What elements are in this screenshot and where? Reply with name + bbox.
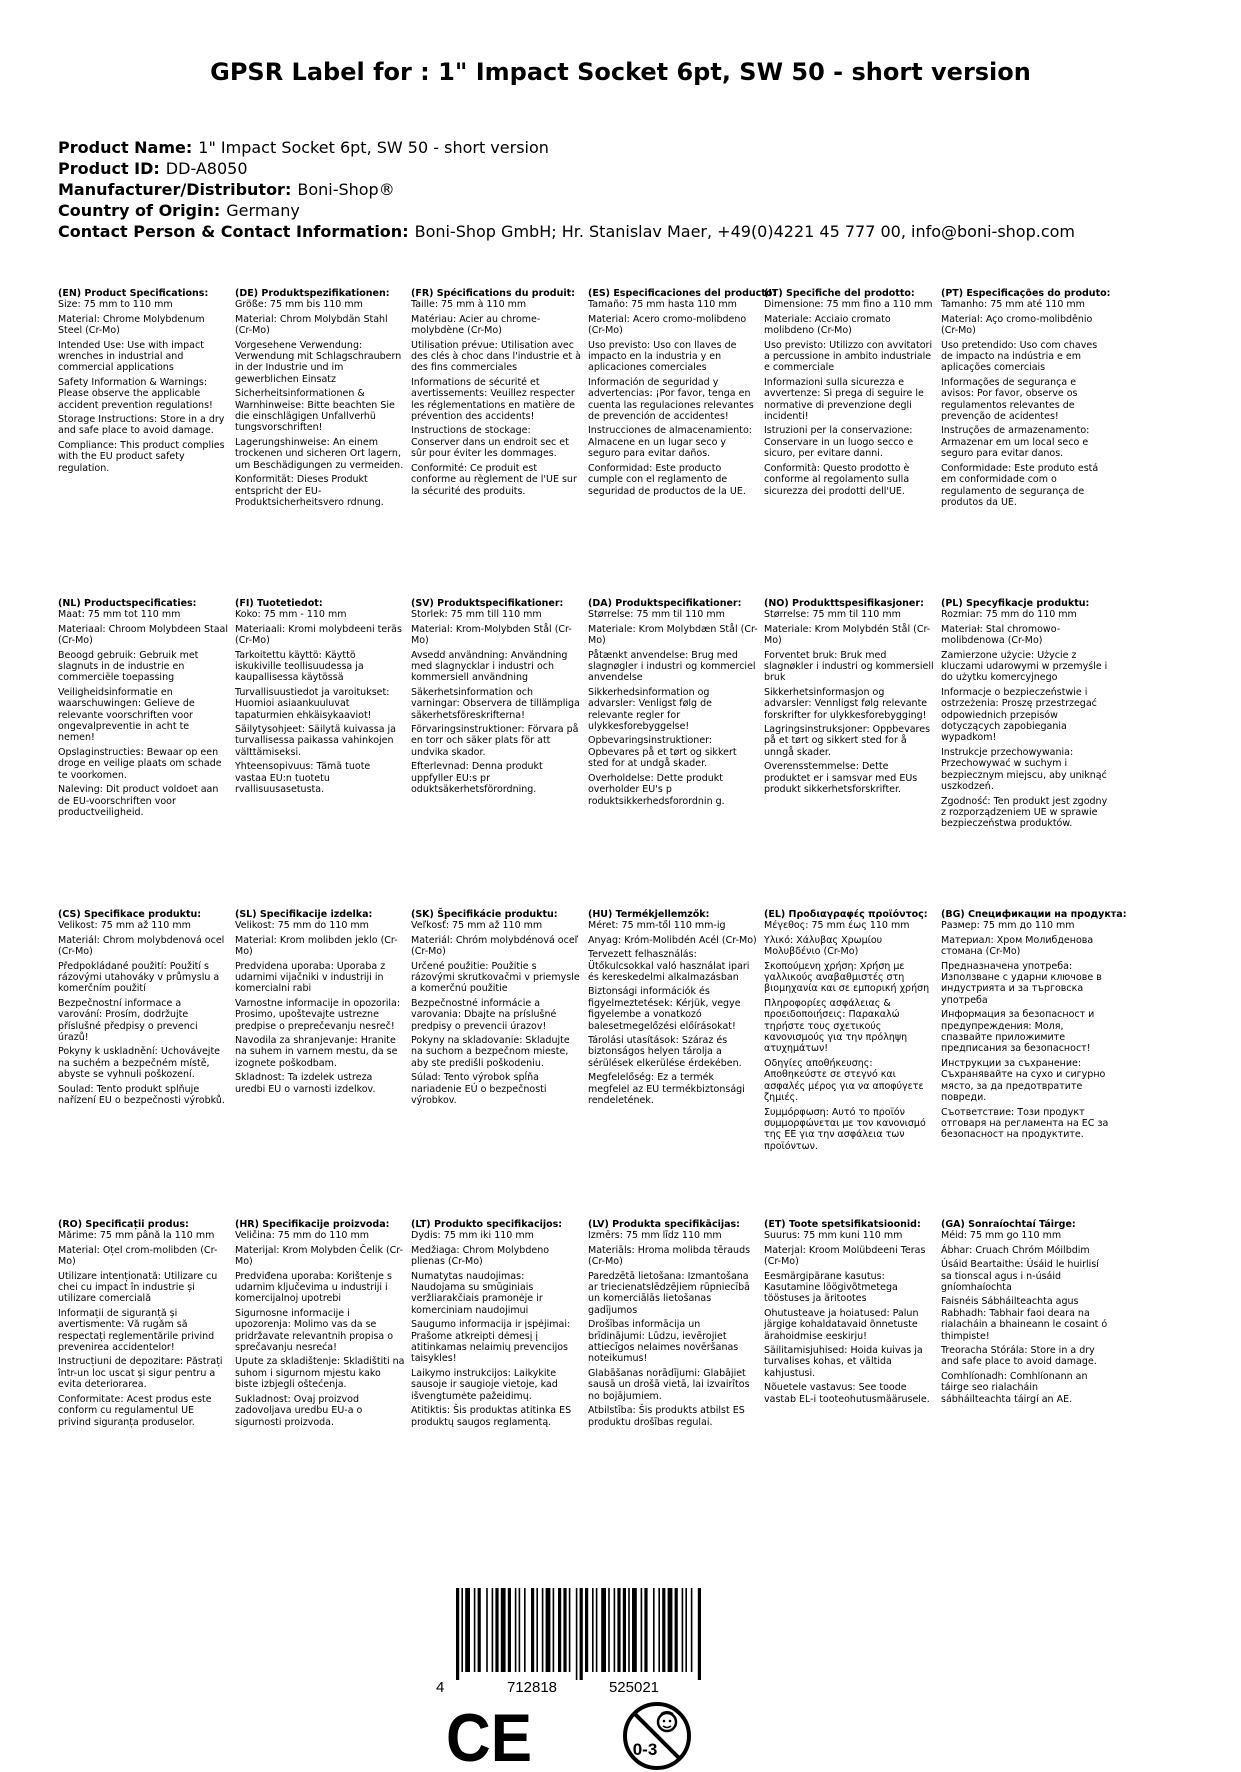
barcode-bar (486, 1588, 488, 1672)
manufacturer-row (58, 179, 1075, 200)
spec-item: Anyag: Króm-Molibdén Acél (Cr-Mo) (588, 934, 757, 946)
barcode-bar (546, 1588, 551, 1672)
spec-item: Izmērs: 75 mm līdz 110 mm (588, 1230, 722, 1242)
spec-item: Koko: 75 mm - 110 mm (235, 609, 347, 621)
spec-item: Zamierzone użycie: Użycie z kluczami udarowymi w przemyśle i do użytku komercyjnego (941, 649, 1108, 684)
barcode-bar (474, 1588, 476, 1672)
spec-item: Istruzioni per la conservazione: Conservare in un luogo secco e sicuro, per evitare danni. (764, 425, 914, 460)
spec-column (764, 1219, 934, 1408)
spec-item: Materiał: Stal chromowo-molibdenowa (Cr-Mo) (941, 623, 1061, 647)
spec-item: Matériau: Acier au chrome-molybdène (Cr-Mo) (411, 313, 541, 337)
barcode-digit-lead: 4 (436, 1679, 445, 1696)
spec-item: Sicherheitsinformationen & Warnhinweise: Bitte beachten Sie die einschlägigen Unfallverhü tungsvorschriften! (235, 388, 395, 434)
spec-column (58, 909, 228, 1110)
spec-item: Instruções de armazenamento: Armazenar em um local seco e seguro para evitar danos. (941, 425, 1090, 460)
spec-item: Размер: 75 mm до 110 mm (941, 920, 1075, 932)
spec-item: Opslaginstructies: Bewaar op een droge en veilige plaats om schade te voorkomen. (58, 746, 222, 781)
spec-item: Información de seguridad y advertencias: ¡Por favor, tenga en cuenta las regulaciones relevantes de prevención de accidentes! (588, 376, 754, 423)
spec-item: Størrelse: 75 mm til 110 mm (588, 609, 725, 621)
spec-item: Material: Chrom Molybdän Stahl (Cr-Mo) (235, 313, 388, 337)
spec-item: Eesmärgipärane kasutus: Kasutamine löögivõtmetega tööstuses ja äritootes (764, 1270, 898, 1305)
barcode-bar (576, 1588, 578, 1680)
spec-item: Lagerungshinweise: An einem trockenen und sicheren Ort lagern, um Beschädigungen zu vermeiden. (235, 436, 404, 471)
spec-item: Conformidad: Este producto cumple con el reglamento de seguridad de productos de la UE. (588, 462, 746, 497)
spec-item: Súlad: Tento výrobok spĺňa nariadenie EÚ o bezpečnosti výrobkov. (411, 1072, 547, 1107)
barcode-bar (492, 1588, 494, 1672)
barcode-bar (675, 1588, 678, 1672)
barcode-bar (601, 1588, 606, 1672)
spec-item: Maat: 75 mm tot 110 mm (58, 609, 181, 621)
spec-item: Upute za skladištenje: Skladištiti na suhom i sigurnom mjestu kako biste izbjegli oštećenja. (235, 1356, 405, 1391)
spec-item: Určené použitie: Použitie s rázovými skrutkovačmi v priemysle a komerčnú použitie (411, 960, 580, 995)
spec-heading: (NL) Productspecificaties: (58, 598, 197, 609)
spec-item: Bezpečnostné informácie a varovania: Dbajte na príslušné predpisy o prevencii úrazov! (411, 997, 557, 1032)
spec-heading: (FI) Tuotetiedot: (235, 598, 323, 609)
spec-item: Comhlíonadh: Comhlíonann an táirge seo rialacháin sábháilteachta táirgí an AE. (941, 1370, 1088, 1405)
spec-heading: (SL) Specifikacije izdelka: (235, 909, 373, 920)
spec-item: Pokyny na skladovanie: Skladujte na suchom a bezpečnom mieste, aby ste predišli poškodeniu. (411, 1035, 570, 1069)
spec-item: Glabāšanas norādījumi: Glabājiet sausā un drošā vietā, lai izvairītos no bojājumiem. (588, 1367, 750, 1402)
spec-heading: (EL) Προδιαγραφές προϊόντος: (764, 909, 928, 920)
spec-item: Veľkosť: 75 mm až 110 mm (411, 920, 543, 932)
spec-item: Zgodność: Ten produkt jest zgodny z rozporządzeniem UE w sprawie bezpieczeństwa produktów. (941, 795, 1108, 830)
spec-heading: (HU) Termékjellemzők: (588, 909, 710, 920)
spec-item: Materjal: Kroom Molübdeeni Teras (Cr-Mo) (764, 1244, 926, 1268)
spec-item: Yhteensopivuus: Tämä tuote vastaa EU:n tuotetu rvallisuusasetusta. (235, 761, 371, 796)
barcode-bars (456, 1588, 701, 1680)
spec-item: Suurus: 75 mm kuni 110 mm (764, 1230, 903, 1242)
barcode-bar (685, 1588, 687, 1672)
spec-item: Größe: 75 mm bis 110 mm (235, 299, 363, 311)
spec-item: Overensstemmelse: Dette produktet er i samsvar med EUs produkt sikkerhetsforskrifter. (764, 761, 918, 796)
ean-barcode (436, 1588, 706, 1698)
spec-heading: (HR) Specifikacije proizvoda: (235, 1219, 390, 1230)
spec-item: Utilisation prévue: Utilisation avec des clés à choc dans l'industrie et à des fins commerciales (411, 339, 581, 374)
barcode-bar (668, 1588, 673, 1672)
spec-item: Material: Oțel crom-molibden (Cr-Mo) (58, 1244, 218, 1268)
spec-heading: (LT) Produkto specifikacijos: (411, 1219, 563, 1230)
spec-item: Materiaal: Chroom Molybdeen Staal (Cr-Mo) (58, 623, 228, 647)
barcode-bar (542, 1588, 544, 1672)
page-title: GPSR Label for : 1" Impact Socket 6pt, SW 50 - short version (210, 58, 1031, 86)
spec-heading: (EN) Product Specifications: (58, 288, 209, 299)
spec-item: Informacje o bezpieczeństwie i ostrzeżenia: Proszę przestrzegać odpowiednich przepisów dotyczących zapobiegania wypadkom! (941, 686, 1097, 744)
barcode-bar (614, 1588, 616, 1672)
spec-column (588, 598, 758, 810)
spec-column (588, 288, 777, 500)
spec-item: Predvidena uporaba: Uporaba z udarnimi vijačniki v industriji in komercialni rabi (235, 960, 386, 995)
spec-column (411, 598, 581, 799)
spec-column (411, 288, 581, 500)
spec-item: Πληροφορίες ασφάλειας & προειδοποιήσεις: Παρακαλώ τηρήστε τους σχετικούς κανονισμούς για την πρόληψη ατυχημάτων! (764, 997, 908, 1055)
spec-heading: (FR) Spécifications du produit: (411, 288, 575, 299)
spec-item: Ohutusteave ja hoiatused: Palun järgige kohaldatavaid õnnetuste ärahoidmise eeskirju! (764, 1307, 919, 1342)
barcode-bar (644, 1588, 647, 1672)
spec-item: Veiligheidsinformatie en waarschuwingen: Gelieve de relevante voorschriften voor ongevalpreventie in acht te nemen! (58, 686, 195, 744)
spec-item: Informations de sécurité et avertissements: Veuillez respecter les réglementations en matière de prévention des accidents! (411, 376, 575, 423)
barcode-bar (495, 1588, 498, 1672)
product-info (58, 137, 1075, 242)
spec-item: Συμμόρφωση: Αυτό το προϊόν συμμορφώνεται με τον κανονισμό της ΕΕ για την ασφάλεια των προϊόντων. (764, 1106, 926, 1152)
spec-heading: (IT) Specifiche del prodotto: (764, 288, 915, 299)
spec-item: Velikost: 75 mm do 110 mm (235, 920, 369, 932)
product-id-row (58, 158, 1075, 179)
barcode-bar (524, 1588, 526, 1672)
spec-item: Materiál: Chrom molybdenová ocel (Cr-Mo) (58, 934, 225, 958)
barcode-bar (617, 1588, 620, 1672)
spec-item: Biztonsági információk és figyelmeztetések: Kérjük, vegye figyelembe a vonatkozó balesetmegelőzési előírásokat! (588, 986, 741, 1032)
spec-item: Numatytas naudojimas: Naudojama su smūginiais veržliarakčiais pramonėje ir komerciniam naudojimui (411, 1270, 543, 1316)
spec-column (941, 288, 1111, 511)
spec-item: Инструкции за съхранение: Съхранявайте на сухо и сигурно място, за да предотвратите повреди. (941, 1057, 1106, 1104)
info-label: Product ID: (58, 159, 160, 178)
spec-item: Instructions de stockage: Conserver dans un endroit sec et sûr pour éviter les dommages. (411, 425, 569, 460)
spec-item: Navodila za shranjevanje: Hranite na suhem in varnem mestu, da se izognete poškodbam. (235, 1035, 398, 1069)
spec-item: Compliance: This product complies with the EU product safety regulation. (58, 439, 225, 474)
spec-column (764, 909, 934, 1155)
spec-column (941, 598, 1111, 833)
spec-heading: (DA) Produktspecifikationer: (588, 598, 742, 609)
spec-item: Tervezett felhasználás: Ütőkulcsokkal való használat ipari és kereskedelmi alkalmazásban (588, 949, 750, 984)
barcode-bar (698, 1588, 701, 1680)
spec-column (235, 909, 405, 1098)
barcode-bar (682, 1588, 684, 1672)
spec-item: Materiāls: Hroma molibda tērauds (Cr-Mo) (588, 1244, 751, 1268)
spec-item: Tamaño: 75 mm hasta 110 mm (588, 299, 737, 311)
spec-item: Material: Aço cromo-molibdênio (Cr-Mo) (941, 313, 1093, 337)
barcode-bar (515, 1588, 517, 1672)
spec-item: Informații de siguranță și avertismente: Vă rugăm să respectați reglementările privind prevenirea accidentelor! (58, 1307, 215, 1354)
product-name-row (58, 137, 1075, 158)
barcode-bar (585, 1588, 588, 1672)
spec-item: Rozmiar: 75 mm do 110 mm (941, 609, 1077, 621)
barcode-bar (632, 1588, 637, 1672)
spec-item: Laikymo instrukcijos: Laikykite sausoje ir saugioje vietoje, kad išvengtumėte pažeidimų. (411, 1367, 558, 1402)
info-value: Germany (226, 201, 300, 220)
barcode-digits-left: 712818 (506, 1679, 558, 1696)
spec-item: Drošības informācija un brīdinājumi: Lūdzu, ievērojiet attiecīgos nelaimes novēršanas noteikumus! (588, 1319, 739, 1365)
spec-item: Efterlevnad: Denna produkt uppfyller EU:s pr oduktsäkerhetsförordning. (411, 761, 543, 796)
spec-item: Tarkoitettu käyttö: Käyttö iskukiville teollisuudessa ja kaupallisessa käytössä (235, 649, 364, 684)
spec-item: Materiale: Acciaio cromato molibdeno (Cr-Mo) (764, 313, 891, 337)
spec-item: Conformité: Ce produit est conforme au règlement de l'UE sur la sécurité des produits. (411, 462, 577, 497)
spec-heading: (ET) Toote spetsifikatsioonid: (764, 1219, 921, 1230)
spec-item: Atbilstība: Šis produkts atbilst ES produktu drošības regulai. (588, 1405, 745, 1428)
spec-item: Informações de segurança e avisos: Por favor, observe os regulamentos relevantes de prevenção de acidentes! (941, 376, 1078, 423)
spec-item: Předpokládané použití: Použití s rázovými utahováky v průmyslu a komerčním použití (58, 960, 220, 995)
spec-item: Nõuetele vastavus: See toode vastab EL-i tooteohutusmäärusele. (764, 1382, 930, 1405)
barcode-bar (691, 1588, 693, 1672)
barcode-bar (592, 1588, 594, 1672)
barcode-bar (478, 1588, 481, 1672)
spec-item: Naleving: Dit product voldoet aan de EU-voorschriften voor productveiligheid. (58, 784, 219, 818)
spec-item: Σκοπούμενη χρήση: Χρήση με γαλλικούς αναβαθμιστές στη βιομηχανία και σε εμπορική χρήση (764, 960, 930, 995)
spec-item: Materiale: Krom Molybdæn Stål (Cr-Mo) (588, 623, 758, 647)
spec-item: Dydis: 75 mm iki 110 mm (411, 1230, 534, 1242)
spec-item: Intended Use: Use with impact wrenches in industrial and commercial applications (58, 339, 204, 374)
spec-item: Sikkerhetsinformasjon og advarsler: Vennligst følg relevante forskrifter for ulykkesforebygging! (764, 686, 928, 721)
spec-item: Faisnéis Sábháilteachta agus Rabhadh: Tabhair faoi deara na rialacháin a bhaineann le cosaint ó thimpiste! (941, 1296, 1108, 1342)
spec-heading: (RO) Specificații produs: (58, 1219, 189, 1230)
info-label: Contact Person & Contact Information: (58, 222, 409, 241)
spec-item: Uso previsto: Uso con llaves de impacto en la industria y en aplicaciones comerciales (588, 339, 737, 374)
spec-column (764, 288, 934, 500)
spec-item: Materiale: Krom Molybdén Stål (Cr-Mo) (764, 623, 931, 647)
barcode-bar (563, 1588, 566, 1672)
spec-item: Sikkerhedsinformation og advarsler: Venligst følg de relevante regler for ulykkesforebyggelse! (588, 686, 712, 733)
spec-heading: (NO) Produkttspesifikasjoner: (764, 598, 924, 609)
spec-heading: (BG) Спецификации на продукта: (941, 909, 1127, 920)
spec-item: Säkerhetsinformation och varningar: Observera de tillämpliga säkerhetsföreskrifterna! (411, 686, 580, 721)
ce-mark-icon (446, 1706, 536, 1766)
info-label: Manufacturer/Distributor: (58, 180, 292, 199)
spec-column (58, 598, 228, 821)
spec-item: Taille: 75 mm à 110 mm (411, 299, 527, 311)
barcode-bar (596, 1588, 598, 1672)
info-value: 1" Impact Socket 6pt, SW 50 - short version (198, 138, 549, 157)
barcode-bar (641, 1588, 643, 1672)
not-for-children-0-3-icon (621, 1700, 693, 1772)
spec-item: Instrucțiuni de depozitare: Păstrați într-un loc uscat și sigur pentru a evita deteriorarea. (58, 1356, 223, 1391)
spec-item: Beoogd gebruik: Gebruik met slagnuts in de industrie en commerciële toepassing (58, 649, 199, 684)
spec-item: Konformität: Dieses Produkt entspricht der EU-Produktsicherheitsvero rdnung. (235, 474, 384, 508)
spec-item: Material: Acero cromo-molibdeno (Cr-Mo) (588, 313, 747, 337)
spec-heading: (GA) Sonraíochtaí Táirge: (941, 1219, 1076, 1230)
barcode-bar (465, 1588, 470, 1672)
spec-heading: (ES) Especificaciones del producto: (588, 288, 777, 299)
spec-item: Vorgesehene Verwendung: Verwendung mit Schlagschraubern in der Industrie und im gewerblichen Einsatz (235, 339, 402, 385)
spec-item: Utilizare intenționată: Utilizare cu chei cu impact în industrie și utilizare comercială (58, 1270, 218, 1305)
barcode-bar (531, 1588, 534, 1672)
info-label: Country of Origin: (58, 201, 221, 220)
spec-item: Material: Krom molibden jeklo (Cr-Mo) (235, 934, 398, 958)
spec-item: Lagringsinstruksjoner: Oppbevares på et tørt og sikkert sted for å unngå skader. (764, 724, 931, 758)
spec-heading: (PL) Specyfikacje produktu: (941, 598, 1090, 609)
spec-item: Pokyny k uskladnění: Uchovávejte na suchém a bezpečném místě, abyste se vyhnuli poškození. (58, 1046, 221, 1081)
info-value: Boni-Shop GmbH; Hr. Stanislav Maer, +49(0)4221 45 777 00, info@boni-shop.com (414, 222, 1075, 241)
spec-item: Úsáid Beartaithe: Úsáid le huirlisí sa tionscal agus i n-úsáid gníomhaíochta (941, 1259, 1099, 1294)
spec-item: Medžiaga: Chrom Molybdeno plienas (Cr-Mo) (411, 1244, 550, 1268)
spec-item: Μέγεθος: 75 mm έως 110 mm (764, 920, 910, 932)
spec-item: Atitiktis: Šis produktas atitinka ES produktų saugos reglamentą. (411, 1405, 572, 1428)
barcode-bar (553, 1588, 555, 1672)
barcode-bar (558, 1588, 561, 1672)
spec-item: Treoracha Stórála: Store in a dry and safe place to avoid damage. (941, 1345, 1097, 1368)
barcode-bar (623, 1588, 626, 1672)
spec-item: Conformità: Questo prodotto è conforme al regolamento sulla sicurezza dei prodotti dell'UE. (764, 462, 910, 497)
spec-item: Size: 75 mm to 110 mm (58, 299, 173, 311)
spec-item: Forventet bruk: Bruk med slagnøkler i industri og kommersiell bruk (764, 649, 934, 684)
age-label: 0-3 (632, 1740, 658, 1759)
spec-item: Soulad: Tento produkt splňuje nařízení EU o bezpečnosti výrobků. (58, 1083, 225, 1107)
barcode-bar (456, 1588, 459, 1680)
spec-heading: (CS) Specifikace produktu: (58, 909, 202, 920)
spec-item: Uso previsto: Utilizzo con avvitatori a percussione in ambito industriale e commerciale (764, 339, 933, 374)
spec-item: Съответствие: Този продукт отговаря на регламента на ЕС за безопасност на продуктите. (941, 1106, 1109, 1141)
ce-mark-text: CE (446, 1706, 532, 1766)
spec-column (941, 909, 1127, 1144)
spec-column (235, 1219, 405, 1431)
spec-item: Veličina: 75 mm do 110 mm (235, 1230, 369, 1242)
spec-item: Tárolási utasítások: Száraz és biztonságos helyen tárolja a sérülések elkerülése érdekében. (588, 1035, 742, 1069)
barcode-bar (658, 1588, 660, 1672)
spec-item: Tamanho: 75 mm até 110 mm (941, 299, 1085, 311)
barcode-digits-right: 525021 (608, 1679, 660, 1696)
spec-item: Säilytysohjeet: Säilytä kuivassa ja turvallisessa paikassa vahinkojen välttämiseksi. (235, 724, 396, 758)
spec-item: Påtænkt anvendelse: Brug med slagnøgler i industri og kommerciel anvendelse (588, 649, 756, 684)
spec-item: Størrelse: 75 mm til 110 mm (764, 609, 901, 621)
spec-heading: (LV) Produkta specifikācijas: (588, 1219, 740, 1230)
spec-item: Varnostne informacije in opozorila: Prosimo, upoštevajte ustrezne predpise o preprečevanju nesreč! (235, 997, 401, 1032)
barcode-bar (608, 1588, 610, 1672)
spec-item: Informazioni sulla sicurezza e avvertenze: Si prega di seguire le normative di prevenzione degli incidenti! (764, 376, 924, 423)
spec-column (235, 598, 405, 799)
barcode-bar (569, 1588, 571, 1672)
spec-item: Säilitamisjuhised: Hoida kuivas ja turvalises kohas, et vältida kahjustusi. (764, 1345, 923, 1379)
spec-column (58, 1219, 228, 1431)
spec-column (235, 288, 405, 511)
spec-item: Skladnost: Ta izdelek ustreza uredbi EU o varnosti izdelkov. (235, 1072, 376, 1095)
spec-column (58, 288, 228, 477)
spec-item: Instrukcje przechowywania: Przechowywać w suchym i bezpiecznym miejscu, aby uniknąć uszkodzeń. (941, 746, 1107, 793)
spec-item: Информация за безопасност и предупреждения: Моля, спазвайте приложимите предписания за безопасност! (941, 1009, 1095, 1055)
spec-heading: (SV) Produktspecifikationer: (411, 598, 564, 609)
spec-column (411, 1219, 581, 1431)
spec-item: Materiaali: Kromi molybdeeni teräs (Cr-Mo) (235, 623, 402, 647)
spec-item: Sukladnost: Ovaj proizvod zadovoljava uredbu EU-a o sigurnosti proizvoda. (235, 1393, 363, 1428)
spec-column (941, 1219, 1111, 1408)
spec-item: Dimensione: 75 mm fino a 110 mm (764, 299, 933, 311)
spec-item: Safety Information & Warnings: Please observe the applicable accident prevention regulations! (58, 376, 213, 411)
barcode-bar (501, 1588, 506, 1672)
spec-item: Οδηγίες αποθήκευσης: Αποθηκεύστε σε στεγνό και ασφαλές μέρος για να αποφύγετε ζημιές. (764, 1057, 924, 1104)
spec-item: Avsedd användning: Användning med slagnycklar i industri och kommersiell användning (411, 649, 568, 684)
spec-item: Förvaringsinstruktioner: Förvara på en torr och säker plats för att undvika skador. (411, 724, 579, 758)
barcode-bar (508, 1588, 511, 1672)
spec-item: Méret: 75 mm-től 110 mm-ig (588, 920, 726, 932)
info-value: Boni-Shop® (297, 180, 395, 199)
spec-item: Material: Krom-Molybden Stål (Cr-Mo) (411, 623, 572, 647)
spec-item: Материал: Хром Молибденова стомана (Cr-Mo) (941, 934, 1094, 958)
spec-item: Megfelelőség: Ez a termék megfelel az EU termékbiztonsági rendeletének. (588, 1072, 745, 1107)
spec-item: Predviđena uporaba: Korištenje s udarnim ključevima u industriji i komercijalnoj upotrebi (235, 1270, 392, 1305)
spec-heading: (SK) Špecifikácie produktu: (411, 909, 558, 920)
spec-heading: (PT) Especificações do produto: (941, 288, 1111, 299)
barcode-bar (580, 1588, 583, 1680)
spec-item: Uso pretendido: Uso com chaves de impacto na indústria e em aplicações comerciais (941, 339, 1098, 374)
spec-item: Предназначена употреба: Използване с ударни ключове в индустрията и за търговска употреба (941, 960, 1102, 1006)
spec-item: Storage Instructions: Store in a dry and safe place to avoid damage. (58, 414, 225, 437)
spec-item: Material: Chrome Molybdenum Steel (Cr-Mo) (58, 313, 205, 337)
spec-item: Storlek: 75 mm till 110 mm (411, 609, 542, 621)
spec-item: Mărime: 75 mm până la 110 mm (58, 1230, 215, 1242)
spec-item: Ábhar: Cruach Chróm Móilbdim (941, 1244, 1090, 1256)
spec-column (588, 1219, 758, 1431)
spec-heading: (DE) Produktspezifikationen: (235, 288, 390, 299)
info-value: DD-A8050 (165, 159, 248, 178)
spec-item: Overholdelse: Dette produkt overholder EU's p roduktsikkerhedsforordnin g. (588, 772, 725, 807)
country-row (58, 200, 1075, 221)
spec-item: Opbevaringsinstruktioner: Opbevares på et tørt og sikkert sted for at undgå skader. (588, 735, 737, 770)
spec-item: Velikost: 75 mm až 110 mm (58, 920, 191, 932)
spec-item: Materiál: Chróm molybdénová oceľ (Cr-Mo) (411, 934, 579, 958)
barcode-bar (653, 1588, 655, 1672)
spec-item: Sigurnosne informacije i upozorenja: Molimo vas da se pridržavate relevantnih propisa o sprečavanju nesreća! (235, 1307, 394, 1354)
spec-item: Méid: 75 mm go 110 mm (941, 1230, 1062, 1242)
spec-item: Paredzētā lietošana: Izmantošana ar triecienatslēdzējiem rūpniecībā un komerciālās lietošanas gadījumos (588, 1270, 751, 1316)
spec-item: Bezpečnostní informace a varování: Prosím, dodržujte příslušné předpisy o prevenci úrazů! (58, 997, 198, 1044)
info-label: Product Name: (58, 138, 193, 157)
spec-item: Conformitate: Acest produs este conform cu regulamentul UE privind siguranța produselor. (58, 1393, 212, 1428)
contact-row (58, 221, 1075, 242)
spec-column (411, 909, 581, 1110)
spec-item: Instrucciones de almacenamiento: Almacene en un lugar seco y seguro para evitar daños. (588, 425, 752, 460)
spec-item: Materijal: Krom Molybden Čelik (Cr-Mo) (235, 1244, 404, 1268)
spec-item: Turvallisuustiedot ja varoitukset: Huomioi asiaankuuluvat tapaturmien ehkäisykaaviot! (235, 686, 390, 721)
barcode-bar (536, 1588, 538, 1672)
barcode-bar (461, 1588, 463, 1672)
barcode-bar (519, 1588, 521, 1672)
barcode-bar (662, 1588, 665, 1672)
spec-column (588, 909, 758, 1110)
spec-column (764, 598, 934, 799)
spec-item: Saugumo informacija ir įspėjimai: Prašome atkreipti dėmesį į atitinkamas nelaimių prevencijos taisykles! (411, 1319, 571, 1365)
spec-item: Conformidade: Este produto está em conformidade com o regulamento de segurança de produtos da UE. (941, 462, 1099, 508)
barcode-bar (628, 1588, 630, 1672)
spec-item: Υλικό: Χάλυβας Χρωμίου Μολυβδένιο (Cr-Mo) (764, 934, 883, 958)
